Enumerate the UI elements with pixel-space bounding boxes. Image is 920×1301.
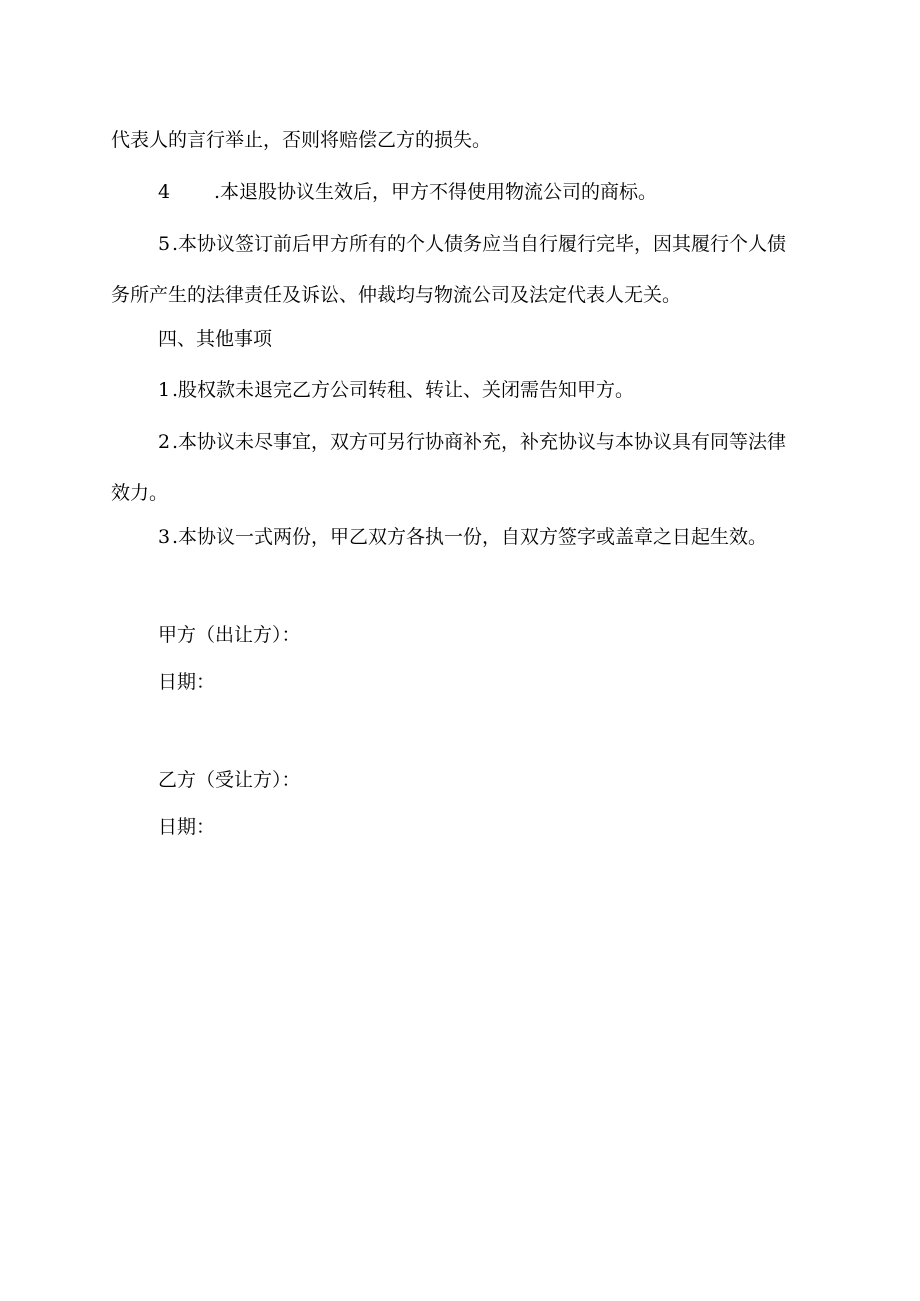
clause-4-number: 4 [158,181,171,203]
other-item-2-number: 2 [158,431,171,453]
paragraph-continuation: 代表人的言行举止，否则将赔偿乙方的损失。 [111,129,492,151]
other-item-1-text: .股权款未退完乙方公司转租、转让、关闭需告知甲方。 [172,379,635,401]
other-item-2-text: .本协议未尽事宜，双方可另行协商补充，补充协议与本协议具有同等法律 [172,431,787,453]
clause-4 [158,180,657,204]
clause-4-text: .本退股协议生效后，甲方不得使用物流公司的商标。 [214,181,658,203]
other-item-1-number: 1 [158,379,171,401]
other-item-3-text: .本协议一式两份，甲乙双方各执一份，自双方签字或盖章之日起生效。 [172,526,768,548]
clause-5-number: 5 [158,233,171,255]
party-b-label: 乙方（受让方）： [158,769,301,791]
other-item-2-line-1 [158,430,786,454]
other-item-3 [158,525,767,549]
clause-5-line-2: 务所产生的法律责任及诉讼、仲裁均与物流公司及法定代表人无关。 [111,284,682,306]
section-heading: 四、其他事项 [158,328,273,350]
other-item-3-number: 3 [158,526,171,548]
party-b-date-label: 日期： [158,816,216,838]
clause-5-line-1 [158,232,786,256]
party-a-date-label: 日期： [158,671,216,693]
clause-5-text: .本协议签订前后甲方所有的个人债务应当自行履行完毕，因其履行个人债 [172,233,787,255]
other-item-2-line-2: 效力。 [111,482,169,504]
party-a-label: 甲方（出让方）： [158,624,301,646]
other-item-1 [158,378,634,402]
